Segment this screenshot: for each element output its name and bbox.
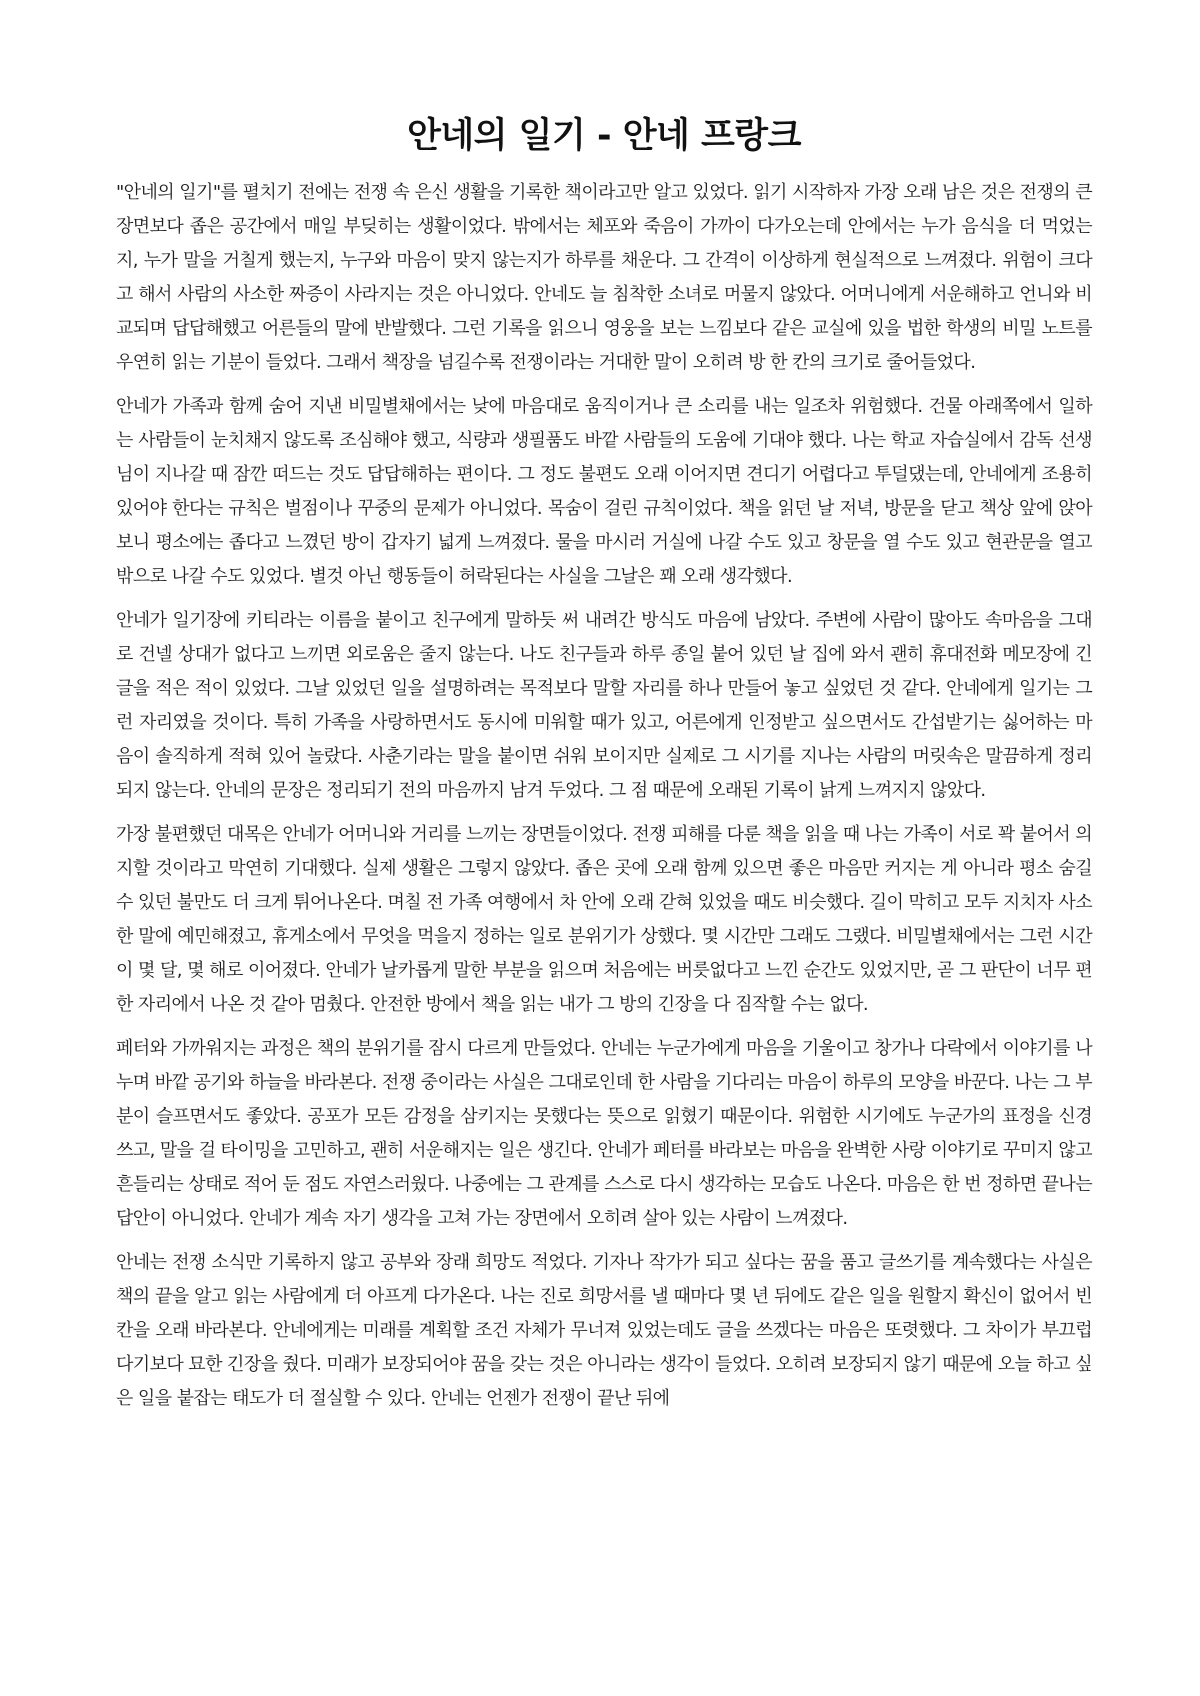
paragraph: 안네는 전쟁 소식만 기록하지 않고 공부와 장래 희망도 적었다. 기자나 작가가 되고 싶다는 꿈을 품고 글쓰기를 계속했다는 사실은 책의 끝을 알고 읽는 사람에게 더 아프게 다가온다. 나는 진로 희망서를 낼 때마다 몇 년 뒤에도 같은 일을 원할지 확신이 없어서 빈칸을 오래 바라본다. 안네에게는 미래를 계획할 조건 자체가 무너져 있었는데도 글을 쓰겠다는 마음은 또렷했다. 그 차이가 부끄럽다기보다 묘한 긴장을 줬다. 미래가 보장되어야 꿈을 갖는 것은 아니라는 생각이 들었다. 오히려 보장되지 않기 때문에 오늘 하고 싶은 일을 붙잡는 태도가 더 절실할 수 있다. 안네는 언젠가 전쟁이 끝난 뒤에 [116, 1252, 1092, 1409]
paragraph: 가장 불편했던 대목은 안네가 어머니와 거리를 느끼는 장면들이었다. 전쟁 피해를 다룬 책을 읽을 때 나는 가족이 서로 꽉 붙어서 의지할 것이라고 막연히 기대했다. 실제 생활은 그렇지 않았다. 좁은 곳에 오래 함께 있으면 좋은 마음만 커지는 게 아니라 평소 숨길 수 있던 불만도 더 크게 튀어나온다. 며칠 전 가족 여행에서 차 안에 오래 갇혀 있었을 때도 비슷했다. 길이 막히고 모두 지치자 사소한 말에 예민해졌고, 휴게소에서 무엇을 먹을지 정하는 일로 분위기가 상했다. 몇 시간만 그래도 그랬다. 비밀별채에서는 그런 시간이 몇 달, 몇 해로 이어졌다. 안네가 날카롭게 말한 부분을 읽으며 처음에는 버릇없다고 느낀 순간도 있었지만, 곧 그 판단이 너무 편한 자리에서 나온 것 같아 멈췄다. 안전한 방에서 책을 읽는 내가 그 방의 긴장을 다 짐작할 수는 없다. [116, 824, 1092, 1015]
paragraph: 안네가 일기장에 키티라는 이름을 붙이고 친구에게 말하듯 써 내려간 방식도 마음에 남았다. 주변에 사람이 많아도 속마음을 그대로 건넬 상대가 없다고 느끼면 외로움은 줄지 않는다. 나도 친구들과 하루 종일 붙어 있던 날 집에 와서 괜히 휴대전화 메모장에 긴 글을 적은 적이 있었다. 그날 있었던 일을 설명하려는 목적보다 말할 자리를 하나 만들어 놓고 싶었던 것 같다. 안네에게 일기는 그런 자리였을 것이다. 특히 가족을 사랑하면서도 동시에 미워할 때가 있고, 어른에게 인정받고 싶으면서도 간섭받기는 싫어하는 마음이 솔직하게 적혀 있어 놀랐다. 사춘기라는 말을 붙이면 쉬워 보이지만 실제로 그 시기를 지나는 사람의 머릿속은 말끔하게 정리되지 않는다. 안네의 문장은 정리되기 전의 마음까지 남겨 두었다. 그 점 때문에 오래된 기록이 낡게 느껴지지 않았다. [116, 610, 1092, 801]
paragraph: "안네의 일기"를 펼치기 전에는 전쟁 속 은신 생활을 기록한 책이라고만 알고 있었다. 읽기 시작하자 가장 오래 남은 것은 전쟁의 큰 장면보다 좁은 공간에서 매일 부딪히는 생활이었다. 밖에서는 체포와 죽음이 가까이 다가오는데 안에서는 누가 음식을 더 먹었는지, 누가 말을 거칠게 했는지, 누구와 마음이 맞지 않는지가 하루를 채운다. 그 간격이 이상하게 현실적으로 느껴졌다. 위험이 크다고 해서 사람의 사소한 짜증이 사라지는 것은 아니었다. 안네도 늘 침착한 소녀로 머물지 않았다. 어머니에게 서운해하고 언니와 비교되며 답답해했고 어른들의 말에 반발했다. 그런 기록을 읽으니 영웅을 보는 느낌보다 같은 교실에 있을 법한 학생의 비밀 노트를 우연히 읽는 기분이 들었다. 그래서 책장을 넘길수록 전쟁이라는 거대한 말이 오히려 방 한 칸의 크기로 줄어들었다. [116, 182, 1092, 373]
paragraph: 페터와 가까워지는 과정은 책의 분위기를 잠시 다르게 만들었다. 안네는 누군가에게 마음을 기울이고 창가나 다락에서 이야기를 나누며 바깥 공기와 하늘을 바라본다. 전쟁 중이라는 사실은 그대로인데 한 사람을 기다리는 마음이 하루의 모양을 바꾼다. 나는 그 부분이 슬프면서도 좋았다. 공포가 모든 감정을 삼키지는 못했다는 뜻으로 읽혔기 때문이다. 위험한 시기에도 누군가의 표정을 신경 쓰고, 말을 걸 타이밍을 고민하고, 괜히 서운해지는 일은 생긴다. 안네가 페터를 바라보는 마음을 완벽한 사랑 이야기로 꾸미지 않고 흔들리는 상태로 적어 둔 점도 자연스러웠다. 나중에는 그 관계를 스스로 다시 생각하는 모습도 나온다. 마음은 한 번 정하면 끝나는 답안이 아니었다. 안네가 계속 자기 생각을 고쳐 가는 장면에서 오히려 살아 있는 사람이 느껴졌다. [116, 1038, 1092, 1229]
document-title: 안네의 일기 - 안네 프랑크 [407, 116, 801, 156]
paragraph: 안네가 가족과 함께 숨어 지낸 비밀별채에서는 낮에 마음대로 움직이거나 큰 소리를 내는 일조차 위험했다. 건물 아래쪽에서 일하는 사람들이 눈치채지 않도록 조심해야 했고, 식량과 생필품도 바깥 사람들의 도움에 기대야 했다. 나는 학교 자습실에서 감독 선생님이 지나갈 때 잠깐 떠드는 것도 답답해하는 편이다. 그 정도 불편도 오래 이어지면 견디기 어렵다고 투덜댔는데, 안네에게 조용히 있어야 한다는 규칙은 벌점이나 꾸중의 문제가 아니었다. 목숨이 걸린 규칙이었다. 책을 읽던 날 저녁, 방문을 닫고 책상 앞에 앉아 보니 평소에는 좁다고 느꼈던 방이 갑자기 넓게 느껴졌다. 물을 마시러 거실에 나갈 수도 있고 창문을 열 수도 있고 현관문을 열고 밖으로 나갈 수도 있었다. 별것 아닌 행동들이 허락된다는 사실을 그날은 꽤 오래 생각했다. [116, 396, 1092, 587]
